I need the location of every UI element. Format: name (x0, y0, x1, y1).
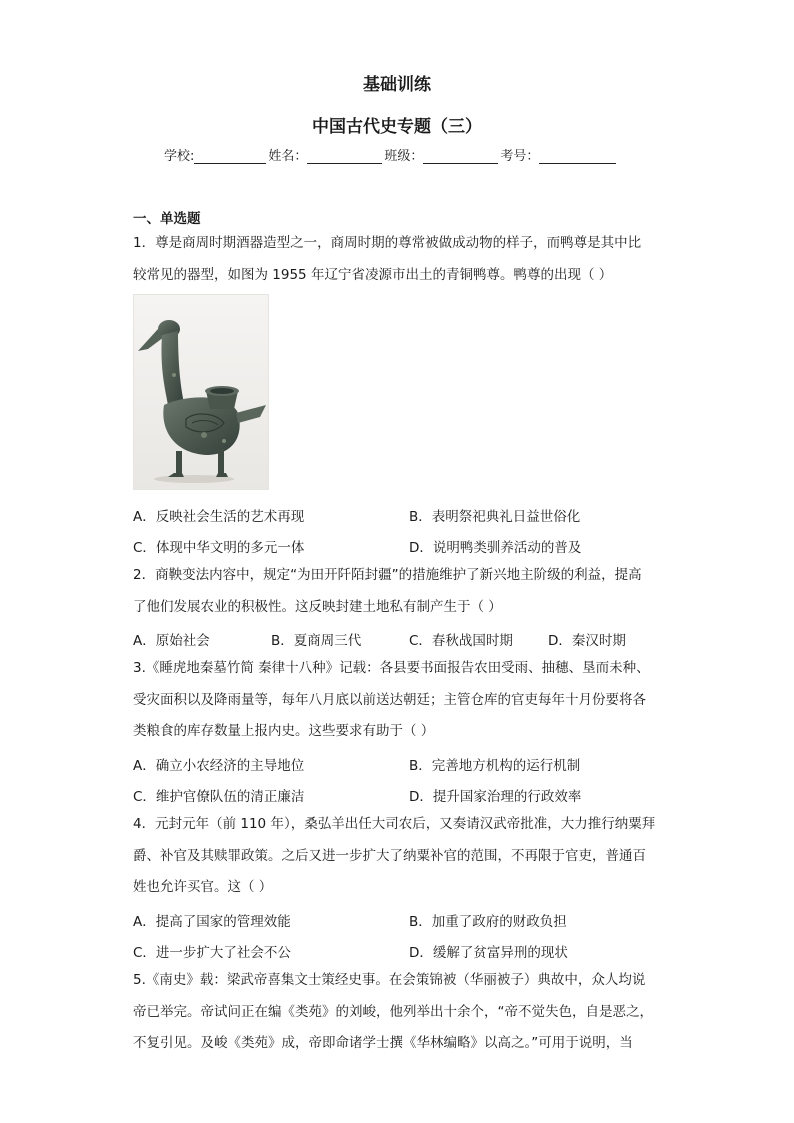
option-2a[interactable]: A．原始社会 (133, 633, 210, 649)
duck-zun-illustration (134, 295, 268, 489)
name-label: 姓名： (268, 149, 308, 164)
question-line: 帝已举完。帝试问正在编《类苑》的刘峻，他列举出十余个，“帝不觉失色，自是恶之， (133, 1003, 653, 1020)
school-label: 学校: (164, 149, 195, 164)
option-2d[interactable]: D．秦汉时期 (548, 633, 626, 649)
page-subtitle: 中国古代史专题（三） (312, 117, 482, 137)
option-1b[interactable]: B．表明祭祀典礼日益世俗化 (409, 509, 581, 525)
option-4b[interactable]: B．加重了政府的财政负担 (409, 914, 567, 930)
question-3 (133, 653, 663, 748)
question-line: 姓也允许买官。这（ ） (133, 879, 273, 895)
option-2c[interactable]: C．春秋战国时期 (409, 633, 513, 649)
option-3d[interactable]: D．提升国家治理的行政效率 (409, 789, 582, 805)
option-4a[interactable]: A．提高了国家的管理效能 (133, 914, 291, 930)
question-line: 了他们发展农业的积极性。这反映封建土地私有制产生于（ ） (133, 598, 502, 615)
question-line: 不复引见。及峻《类苑》成，帝即命诸学士撰《华林编略》以高之。”可用于说明，当 (133, 1035, 633, 1051)
question-line: 1．尊是商周时期酒器造型之一，商周时期的尊常被做成动物的样子，而鸭尊是其中比 (133, 235, 642, 251)
name-field[interactable] (307, 149, 382, 164)
question-line: 2．商鞅变法内容中，规定“为田开阡陌封疆”的措施维护了新兴地主阶级的利益，提高 (133, 567, 642, 583)
exam-no-label: 考号： (500, 149, 540, 164)
student-info-row (164, 145, 618, 164)
option-1d[interactable]: D．说明鸭类驯养活动的普及 (409, 540, 582, 556)
option-3a[interactable]: A．确立小农经济的主导地位 (133, 758, 305, 774)
question-line: 3.《睡虎地秦墓竹简 秦律十八种》记载：各县要书面报告农田受雨、抽穗、垦而未种、 (133, 660, 650, 676)
question-line: 5.《南史》载：梁武帝喜集文士策经史事。在会策锦被（华丽被子）典故中，众人均说 (133, 972, 646, 988)
exam-no-field[interactable] (539, 149, 616, 164)
question-line: 受灾面积以及降雨量等，每年八月底以前送达朝廷；主管仓库的官吏每年十月份要将各 (133, 691, 646, 708)
class-field[interactable] (423, 149, 498, 164)
option-4d[interactable]: D．缓解了贫富异刑的现状 (409, 945, 568, 961)
question-line: 4．元封元年（前 110 年），桑弘羊出任大司农后，又奏请汉武帝批准，大力推行纳粟拜 (133, 816, 656, 832)
question-5 (133, 965, 663, 1060)
question-4 (133, 809, 663, 904)
question-line: 较常见的器型，如图为 1955 年辽宁省凌源市出土的青铜鸭尊。鸭尊的出现（ ） (133, 266, 613, 283)
question-1 (133, 228, 663, 291)
option-2b[interactable]: B．夏商周三代 (271, 633, 362, 649)
class-label: 班级： (384, 149, 424, 164)
section-heading: 一、单选题 (133, 211, 201, 227)
option-1c[interactable]: C．体现中华文明的多元一体 (133, 540, 305, 556)
question-line: 爵、补官及其赎罪政策。之后又进一步扩大了纳粟补官的范围，不再限于官吏，普通百 (133, 847, 646, 864)
school-field[interactable] (194, 149, 266, 164)
page-title: 基础训练 (363, 75, 431, 95)
question-line: 类粮食的库存数量上报内史。这些要求有助于（ ） (133, 723, 435, 739)
bronze-duck-zun-image (133, 294, 269, 490)
option-1a[interactable]: A．反映社会生活的艺术再现 (133, 509, 305, 525)
option-4c[interactable]: C．进一步扩大了社会不公 (133, 945, 291, 961)
question-2 (133, 560, 663, 623)
option-3b[interactable]: B．完善地方机构的运行机制 (409, 758, 581, 774)
option-3c[interactable]: C．维护官僚队伍的清正廉洁 (133, 789, 305, 805)
